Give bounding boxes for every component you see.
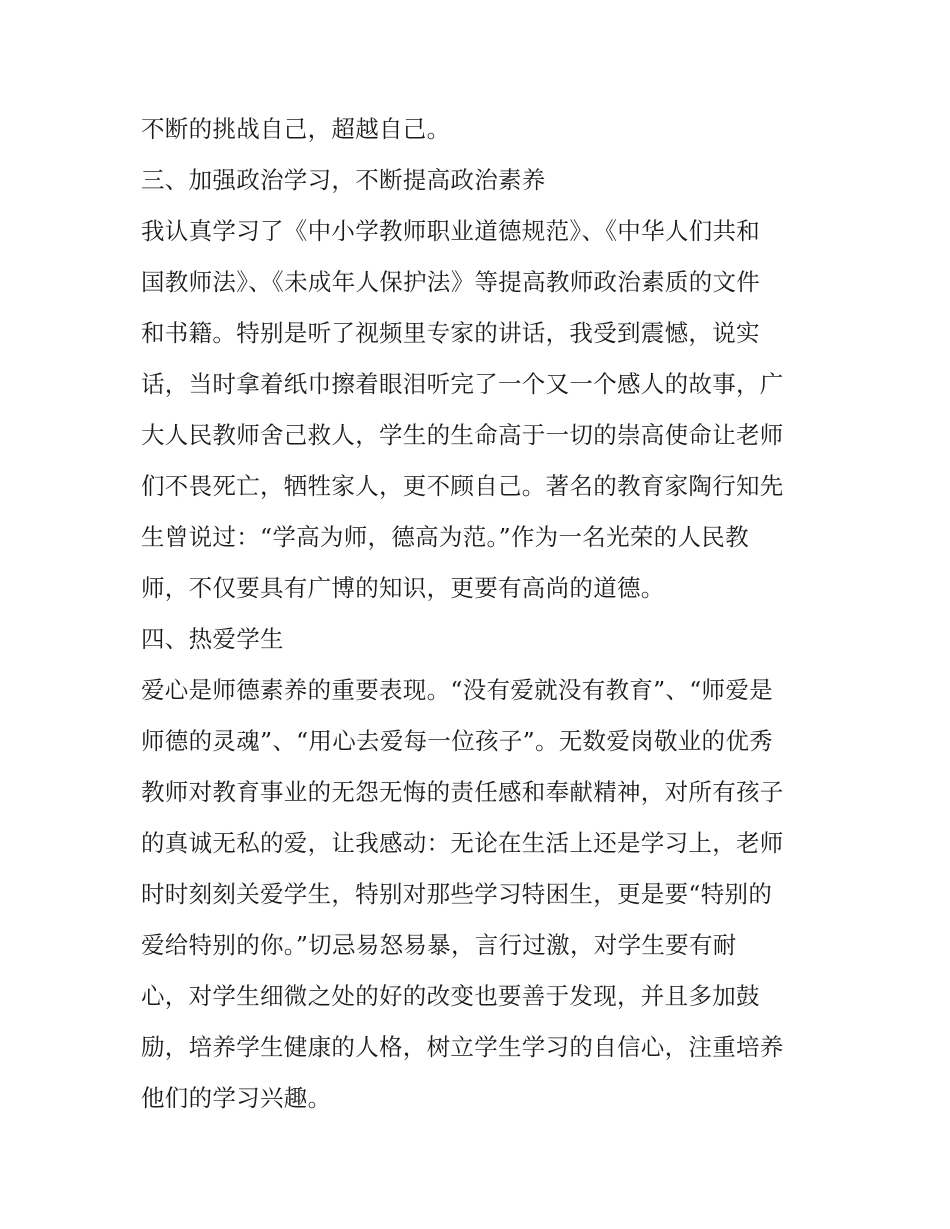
paragraph-line-10: 师，不仅要具有广博的知识，更要有高尚的道德。 (141, 574, 665, 602)
paragraph-line-9: 生曾说过：“学高为师，德高为范。”作为一名光荣的人民教 (141, 523, 749, 551)
paragraph-line-18: 心，对学生细微之处的好的改变也要善于发现，并且多加鼓 (141, 982, 760, 1010)
paragraph-line-3: 我认真学习了《中小学教师职业道德规范》、《中华人们共和 (141, 217, 761, 245)
paragraph-line-4: 国教师法》、《未成年人保护法》等提高教师政治素质的文件 (141, 268, 761, 296)
paragraph-line-17: 爱给特别的你。”切忌易怒易暴，言行过激，对学生要有耐 (141, 931, 737, 959)
paragraph-line-7: 大人民教师舍己救人，学生的生命高于一切的崇高使命让老师 (141, 421, 784, 449)
paragraph-line-8: 们不畏死亡，牺牲家人，更不顾自己。著名的教育家陶行知先 (141, 472, 784, 500)
paragraph-line-14: 教师对教育事业的无怨无悔的责任感和奉献精神，对所有孩子 (141, 778, 784, 806)
paragraph-line-12: 爱心是师德素养的重要表现。“没有爱就没有教育”、“师爱是 (141, 676, 773, 704)
paragraph-line-16: 时时刻刻关爱学生，特别对那些学习特困生，更是要“特别的 (141, 880, 773, 908)
paragraph-line-6: 话，当时拿着纸巾擦着眼泪听完了一个又一个感人的故事，广 (141, 370, 784, 398)
section-heading-4: 四、热爱学生 (141, 625, 284, 653)
paragraph-line-15: 的真诚无私的爱，让我感动：无论在生活上还是学习上，老师 (141, 829, 784, 857)
paragraph-line-20: 他们的学习兴趣。 (141, 1084, 332, 1112)
paragraph-line-13: 师德的灵魂”、“用心去爱每一位孩子”。无数爱岗敬业的优秀 (141, 727, 773, 755)
paragraph-line-1: 不断的挑战自己，超越自己。 (141, 115, 451, 143)
paragraph-line-5: 和书籍。特别是听了视频里专家的讲话，我受到震憾，说实 (141, 319, 760, 347)
document-body (141, 104, 821, 1124)
section-heading-3: 三、加强政治学习，不断提高政治素养 (141, 166, 546, 194)
paragraph-line-19: 励，培养学生健康的人格，树立学生学习的自信心，注重培养 (141, 1033, 784, 1061)
